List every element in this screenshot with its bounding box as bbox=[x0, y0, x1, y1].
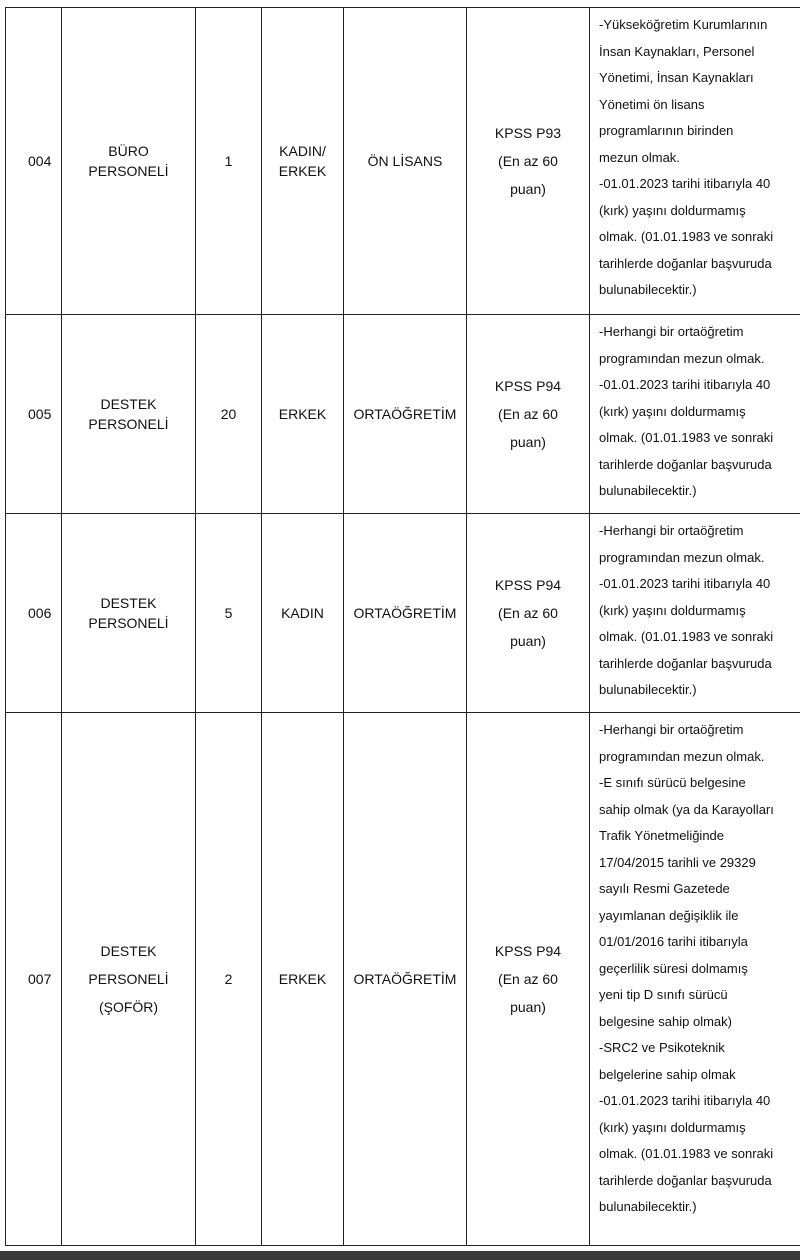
position-title-line: PERSONELİ bbox=[88, 416, 169, 432]
quota-count: 5 bbox=[224, 605, 233, 621]
gender-cell bbox=[262, 514, 344, 713]
score-line: puan) bbox=[510, 181, 546, 197]
requirement-line: tarihlerde doğanlar başvuruda bbox=[599, 456, 772, 472]
requirement-line: -Herhangi bir ortaöğretim bbox=[599, 324, 744, 339]
gender-cell bbox=[262, 713, 344, 1246]
requirement-line: olmak. (01.01.1983 ve sonraki bbox=[599, 629, 774, 644]
requirement-line: -01.01.2023 tarihi itibarıyla 40 bbox=[599, 1093, 771, 1108]
positions-table bbox=[5, 7, 800, 1246]
requirement-line: -01.01.2023 tarihi itibarıyla 40 bbox=[599, 176, 771, 191]
position-title-cell bbox=[62, 315, 196, 514]
quota-count: 2 bbox=[224, 971, 233, 987]
requirements-cell bbox=[590, 713, 800, 1246]
requirement-line: sahip olmak (ya da Karayolları bbox=[599, 801, 774, 817]
requirement-line: (kırk) yaşını doldurmamış bbox=[599, 202, 746, 218]
position-code-cell bbox=[6, 315, 62, 514]
requirement-line: İnsan Kaynakları, Personel bbox=[599, 43, 755, 59]
score-line: KPSS P93 bbox=[494, 125, 562, 141]
requirement-line: yayımlanan değişiklik ile bbox=[599, 907, 739, 923]
requirement-line: belgelerine sahip olmak bbox=[599, 1066, 736, 1082]
table-row bbox=[6, 8, 800, 315]
position-title-line: PERSONELİ bbox=[88, 163, 169, 179]
requirement-line: olmak. (01.01.1983 ve sonraki bbox=[599, 430, 774, 445]
requirement-line: (kırk) yaşını doldurmamış bbox=[599, 403, 746, 419]
requirement-line: bulunabilecektir.) bbox=[599, 1199, 697, 1214]
score-cell bbox=[467, 315, 590, 514]
table-row bbox=[6, 315, 800, 514]
requirement-line: olmak. (01.01.1983 ve sonraki bbox=[599, 1146, 774, 1161]
position-title-cell bbox=[62, 514, 196, 713]
score-line: puan) bbox=[510, 434, 546, 450]
requirement-line: tarihlerde doğanlar başvuruda bbox=[599, 655, 772, 671]
gender-line: KADIN bbox=[281, 605, 324, 621]
requirement-line: -SRC2 ve Psikoteknik bbox=[599, 1040, 725, 1055]
requirement-line: programlarının birinden bbox=[599, 123, 734, 138]
quota-count-cell bbox=[196, 315, 262, 514]
position-title-line: DESTEK bbox=[100, 943, 157, 959]
gender-cell bbox=[262, 8, 344, 315]
score-cell bbox=[467, 514, 590, 713]
requirement-line: geçerlilik süresi dolmamış bbox=[599, 960, 748, 976]
gender-cell bbox=[262, 315, 344, 514]
education-level: ORTAÖĞRETİM bbox=[353, 971, 457, 987]
requirement-line: (kırk) yaşını doldurmamış bbox=[599, 1119, 746, 1135]
education-cell bbox=[344, 713, 467, 1246]
education-cell bbox=[344, 8, 467, 315]
position-title-cell bbox=[62, 8, 196, 315]
table-body bbox=[6, 8, 800, 1246]
requirement-line: 01/01/2016 tarihi itibarıyla bbox=[599, 934, 748, 949]
requirement-line: -Herhangi bir ortaöğretim bbox=[599, 523, 744, 538]
requirement-line: programından mezun olmak. bbox=[599, 748, 765, 764]
score-line: KPSS P94 bbox=[494, 577, 562, 593]
requirement-line: programından mezun olmak. bbox=[599, 350, 765, 366]
gender-line: ERKEK bbox=[278, 971, 327, 987]
requirement-line: belgesine sahip olmak) bbox=[599, 1013, 732, 1029]
requirement-line: bulunabilecektir.) bbox=[599, 682, 697, 697]
requirement-line: -E sınıfı sürücü belgesine bbox=[599, 775, 746, 790]
score-line: (En az 60 bbox=[498, 971, 558, 987]
quota-count-cell bbox=[196, 514, 262, 713]
requirement-line: mezun olmak. bbox=[599, 149, 680, 165]
gender-line: KADIN/ bbox=[279, 143, 326, 159]
quota-count-cell bbox=[196, 713, 262, 1246]
quota-count: 1 bbox=[224, 153, 233, 169]
score-line: (En az 60 bbox=[498, 605, 558, 621]
education-cell bbox=[344, 514, 467, 713]
position-code-cell bbox=[6, 514, 62, 713]
requirement-line: sayılı Resmi Gazetede bbox=[599, 881, 730, 896]
quota-count: 20 bbox=[220, 406, 237, 422]
position-code-cell bbox=[6, 713, 62, 1246]
score-line: puan) bbox=[510, 999, 546, 1015]
requirement-line: Yönetimi ön lisans bbox=[599, 96, 705, 112]
position-code: 004 bbox=[28, 153, 52, 169]
position-title-line: DESTEK bbox=[100, 595, 157, 611]
education-cell bbox=[344, 315, 467, 514]
requirement-line: -01.01.2023 tarihi itibarıyla 40 bbox=[599, 377, 771, 392]
education-level: ORTAÖĞRETİM bbox=[353, 406, 457, 422]
requirement-line: -Herhangi bir ortaöğretim bbox=[599, 722, 744, 737]
score-line: (En az 60 bbox=[498, 406, 558, 422]
requirements-cell bbox=[590, 315, 800, 514]
requirement-line: -01.01.2023 tarihi itibarıyla 40 bbox=[599, 576, 771, 591]
requirement-line: tarihlerde doğanlar başvuruda bbox=[599, 1172, 772, 1188]
requirement-line: bulunabilecektir.) bbox=[599, 282, 697, 297]
requirement-line: Trafik Yönetmeliğinde bbox=[599, 828, 725, 843]
requirement-line: programından mezun olmak. bbox=[599, 549, 765, 565]
position-title-line: DESTEK bbox=[100, 396, 157, 412]
requirement-line: olmak. (01.01.1983 ve sonraki bbox=[599, 229, 774, 244]
score-line: KPSS P94 bbox=[494, 943, 562, 959]
position-title-line: BÜRO bbox=[108, 143, 149, 159]
requirement-line: tarihlerde doğanlar başvuruda bbox=[599, 255, 772, 271]
education-level: ORTAÖĞRETİM bbox=[353, 605, 457, 621]
requirement-line: 17/04/2015 tarihli ve 29329 bbox=[599, 854, 756, 870]
table-row bbox=[6, 713, 800, 1246]
requirement-line: yeni tip D sınıfı sürücü bbox=[599, 987, 728, 1002]
score-cell bbox=[467, 8, 590, 315]
gender-line: ERKEK bbox=[278, 406, 327, 422]
education-level: ÖN LİSANS bbox=[367, 153, 443, 169]
position-code: 006 bbox=[28, 605, 52, 621]
position-code: 007 bbox=[28, 971, 52, 987]
position-title-cell bbox=[62, 713, 196, 1246]
requirement-line: Yönetimi, İnsan Kaynakları bbox=[599, 70, 754, 85]
score-line: KPSS P94 bbox=[494, 378, 562, 394]
position-title-line: PERSONELİ bbox=[88, 615, 169, 631]
requirements-cell bbox=[590, 514, 800, 713]
bottom-scroll-bar bbox=[0, 1251, 800, 1260]
requirement-line: -Yükseköğretim Kurumlarının bbox=[599, 17, 768, 32]
score-line: (En az 60 bbox=[498, 153, 558, 169]
position-code-cell bbox=[6, 8, 62, 315]
requirements-cell bbox=[590, 8, 800, 315]
requirement-line: (kırk) yaşını doldurmamış bbox=[599, 602, 746, 618]
quota-count-cell bbox=[196, 8, 262, 315]
score-cell bbox=[467, 713, 590, 1246]
requirement-line: bulunabilecektir.) bbox=[599, 483, 697, 498]
table-row bbox=[6, 514, 800, 713]
position-title-line: (ŞOFÖR) bbox=[98, 999, 159, 1015]
gender-line: ERKEK bbox=[278, 163, 327, 179]
position-title-line: PERSONELİ bbox=[88, 971, 169, 987]
score-line: puan) bbox=[510, 633, 546, 649]
position-code: 005 bbox=[28, 406, 52, 422]
